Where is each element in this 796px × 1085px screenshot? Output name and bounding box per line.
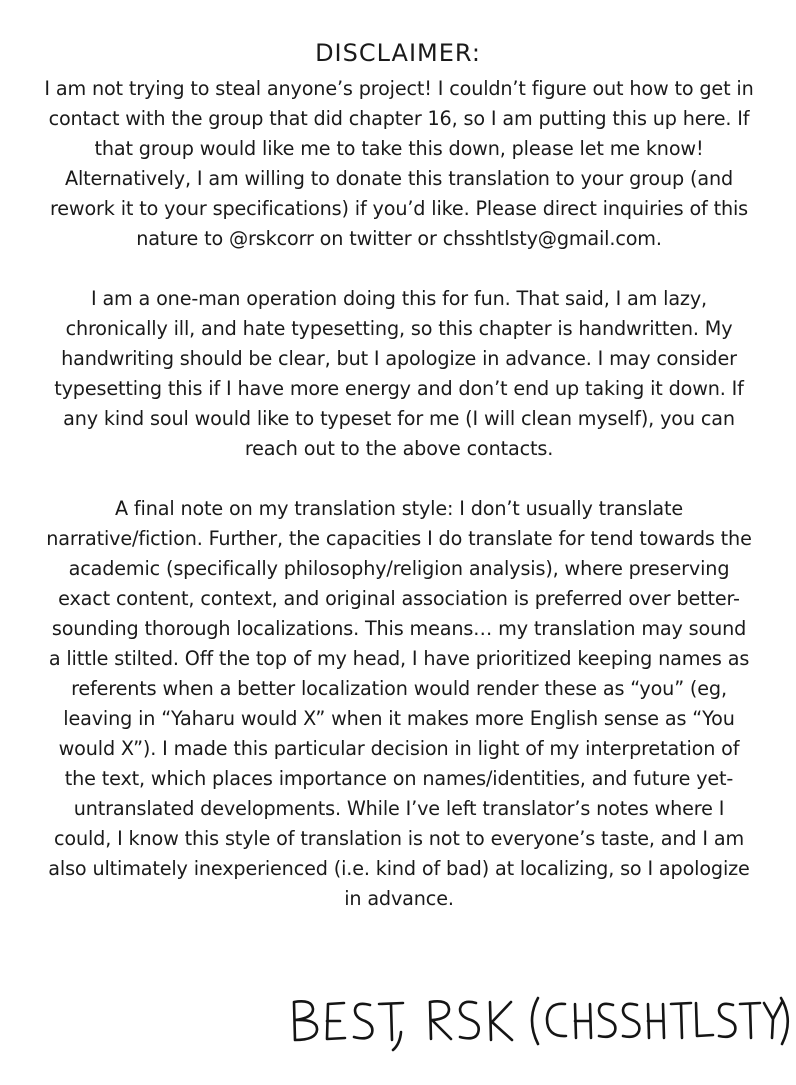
- disclaimer-body: [44, 74, 754, 914]
- handwritten-signature: [282, 988, 792, 1058]
- page-title: DISCLAIMER:: [315, 39, 481, 67]
- paragraph-translation-style: A final note on my translation style: I don’t usually translate narrative/fiction. Further, the capacities I do translate for tend towards the academic (specifically philosophy/religion analysis), where preserving exact content, context, and original association is preferred over better-sounding thorough localizations. This means… my translation may sound a little stilted. Off the top of my head, I have prioritized keeping names as referents when a better localization would render these as “you” (eg, leaving in “Yaharu would X” when it makes more English sense as “You would X”). I made this particular decision in light of my interpretation of the text, which places importance on names/identities, and future yet-untranslated developments. While I’ve left translator’s notes where I could, I know this style of translation is not to everyone’s taste, and I am also ultimately inexperienced (i.e. kind of bad) at localizing, so I apologize in advance.: [46, 497, 752, 910]
- signature-drawing: [282, 988, 792, 1058]
- paragraph-handwriting-note: I am a one-man operation doing this for fun. That said, I am lazy, chronically ill, and hate typesetting, so this chapter is handwritten. My handwriting should be clear, but I apologize in advance. I may consider typesetting this if I have more energy and don’t end up taking it down. If any kind soul would like to typeset for me (I will clean myself), you can reach out to the above contacts.: [54, 287, 744, 460]
- paragraph-intro: I am not trying to steal anyone’s project! I couldn’t figure out how to get in contact with the group that did chapter 16, so I am putting this up here. If that group would like me to take this down, please let me know! Alternatively, I am willing to donate this translation to your group (and rework it to your specifications) if you’d like. Please direct inquiries of this nature to @rskcorr on twitter or chsshtlsty@gmail.com.: [44, 77, 754, 250]
